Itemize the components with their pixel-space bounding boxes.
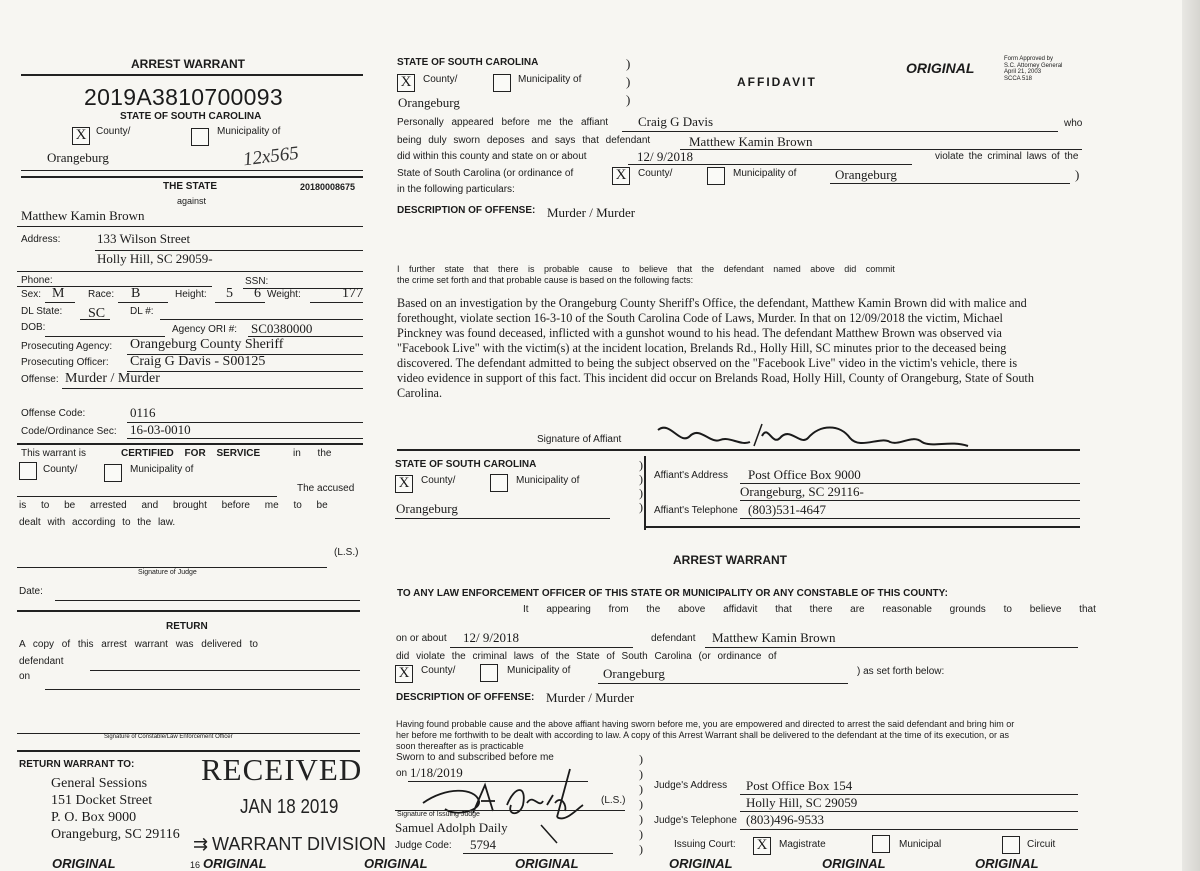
agency-ori-value: SC0380000 — [251, 321, 313, 336]
return-text: A copy of this arrest warrant was delivered to — [19, 639, 258, 650]
affidavit-sub-municipality-checkbox[interactable] — [490, 474, 508, 492]
the-state-label: THE STATE — [163, 181, 218, 192]
personally-text: Personally appeared before me the affiant — [397, 117, 609, 128]
affidavit-description: Murder / Murder — [547, 205, 636, 220]
constable-signature-label: Signature of Constable/Law Enforcement Officer — [104, 734, 233, 740]
affiant-phone-label: Affiant's Telephone — [654, 505, 738, 516]
judges-phone: (803)496-9533 — [746, 812, 824, 827]
weight-value: 177 — [342, 286, 363, 301]
warrant-municipality-checkbox[interactable] — [480, 664, 498, 682]
facts-line: forethought, violate section 16-3-10 of the South Carolina Code of Laws, Murder. In that on 12/09/2018 the victim, Michael — [397, 311, 1003, 325]
affidavit-county-checkbox[interactable]: X — [397, 74, 415, 92]
form-note — [1004, 56, 1062, 82]
left-defendant-name: Matthew Kamin Brown — [21, 208, 145, 223]
particulars-text: in the following particulars: — [397, 184, 515, 195]
affidavit-municipality-checkbox[interactable] — [493, 74, 511, 92]
weight-label: Weight: — [267, 289, 301, 300]
appearing-text: It appearing from the above affidavit that there are reasonable grounds to believe that — [523, 604, 1096, 615]
affidavit-sub-municipality-label: Municipality of — [516, 475, 580, 486]
on-or-about-label: on or about — [396, 633, 447, 644]
affidavit-county-name: Orangeburg — [398, 95, 460, 110]
magistrate-label: Magistrate — [779, 839, 826, 850]
form-note-line: Form Approved by — [1004, 56, 1054, 62]
affidavit-title: AFFIDAVIT — [737, 75, 817, 89]
return-to-label: RETURN WARRANT TO: — [19, 759, 135, 770]
warrant-county-name: Orangeburg — [603, 666, 665, 681]
having-found-2: her before me forthwith to be dealt with according to law. A copy of this Arrest Warrant shall be delivered to the defendant at the time of its execution, or as — [396, 730, 1010, 740]
prosecuting-agency-value: Orangeburg County Sheriff — [130, 337, 284, 352]
return-defendant-label: defendant — [19, 656, 64, 667]
certified-municipality-checkbox[interactable] — [104, 464, 122, 482]
state-number: 20180008675 — [300, 182, 356, 192]
phone-label: Phone: — [21, 275, 53, 286]
dl-state-value: SC — [88, 306, 106, 321]
judges-address-2: Holly Hill, SC 29059 — [746, 795, 858, 810]
address-label: Address: — [21, 234, 61, 245]
certified-municipality-label: Municipality of — [130, 464, 194, 475]
warrant-county-label: County/ — [421, 665, 456, 676]
warrant-number: 2019A3810700093 — [84, 84, 283, 110]
judge-code-label: Judge Code: — [395, 840, 452, 851]
address-line1: 133 Wilson Street — [97, 231, 191, 246]
prosecuting-agency-label: Prosecuting Agency: — [21, 341, 113, 352]
affidavit-original: ORIGINAL — [906, 60, 975, 76]
facts-line: Carolina. — [397, 386, 443, 400]
sworn-on-label: on — [396, 768, 408, 779]
affiant-phone: (803)531-4647 — [748, 502, 826, 517]
form-note-line: S.C. Attorney General — [1004, 62, 1063, 69]
agency-ori-label: Agency ORI #: — [172, 324, 238, 335]
probable-text-2: the crime set forth and that probable cause is based on the following facts: — [397, 275, 694, 285]
return-to-line2: 151 Docket Street — [51, 793, 153, 808]
sex-value: M — [52, 286, 65, 301]
violate-text: violate the criminal laws of the — [935, 151, 1079, 162]
return-on-label: on — [19, 671, 31, 682]
prosecuting-officer-label: Prosecuting Officer: — [21, 357, 109, 368]
affidavit-county-label: County/ — [423, 74, 458, 85]
form-note-line: April 21, 2003 — [1004, 69, 1042, 75]
issuing-court-label: Issuing Court: — [674, 839, 736, 850]
height-ft-value: 5 — [226, 286, 233, 301]
footer-original-7: ORIGINAL — [975, 856, 1039, 871]
circuit-label: Circuit — [1027, 839, 1056, 850]
dob-label: DOB: — [21, 322, 46, 333]
affidavit-sub-state-header: STATE OF SOUTH CAROLINA — [395, 459, 537, 470]
warrant-division: WARRANT DIVISION — [212, 834, 387, 854]
address-line2: Holly Hill, SC 29059- — [97, 251, 213, 266]
code-section-value: 16-03-0010 — [130, 422, 191, 437]
return-title: RETURN — [166, 621, 208, 632]
state-of-text: State of South Carolina (or ordinance of — [397, 168, 574, 179]
affiant-address-2: Orangeburg, SC 29116- — [740, 484, 864, 499]
footer-prefix: 16 — [190, 860, 201, 870]
form-note-line: SCCA 518 — [1004, 75, 1033, 82]
certified-county-checkbox[interactable] — [19, 462, 37, 480]
affiant-name: Craig G Davis — [638, 114, 714, 129]
signature-of-affiant-label: Signature of Affiant — [537, 434, 622, 445]
certified-text-3: in the — [293, 448, 332, 459]
facts-paragraph — [397, 296, 1034, 401]
affidavit-municipality-label: Municipality of — [518, 74, 582, 85]
judges-phone-label: Judge's Telephone — [654, 815, 737, 826]
judge-code: 5794 — [470, 837, 496, 852]
warrant-county-checkbox[interactable]: X — [395, 665, 413, 683]
dl-num-label: DL #: — [130, 306, 154, 317]
affidavit-sub-county-label: County/ — [421, 475, 456, 486]
certified-county-label: County/ — [43, 464, 78, 475]
footer-original-4: ORIGINAL — [515, 856, 579, 871]
magistrate-checkbox[interactable]: X — [753, 837, 771, 855]
left-municipality-checkbox[interactable] — [191, 128, 209, 146]
affidavit-municipality-label-2: Municipality of — [733, 168, 797, 179]
warrant-date: 12/ 9/2018 — [463, 630, 519, 645]
judge-name: Samuel Adolph Daily — [395, 820, 508, 835]
left-county-name: Orangeburg — [47, 150, 109, 165]
height-label: Height: — [175, 289, 207, 300]
footer-original-2: ORIGINAL — [203, 856, 267, 871]
paren: ) — [626, 92, 631, 107]
race-label: Race: — [88, 289, 115, 300]
received-date: JAN 18 2019 — [240, 796, 339, 818]
left-state-header: STATE OF SOUTH CAROLINA — [120, 111, 262, 122]
prosecuting-officer-value: Craig G Davis - S00125 — [130, 354, 266, 369]
brackets: ) ) ) ) — [639, 458, 643, 514]
who-text: who — [1064, 118, 1083, 129]
facts-line: "Facebook Live" with the victim(s) at the incident location, Brelands Rd., Holly Hill, SC minutes prior to the deceased being — [397, 341, 1007, 355]
affidavit-sub-county-name: Orangeburg — [396, 501, 458, 516]
page-edge — [1182, 0, 1200, 871]
affidavit-county-label-2: County/ — [638, 168, 673, 179]
warrant-brackets: ) ) ) ) ) ) ) — [639, 752, 643, 856]
signature-of-judge: Signature of Judge — [138, 569, 197, 576]
received-stamp: RECEIVED — [201, 752, 363, 787]
deposes-text: being duly sworn deposes and says that defendant — [397, 135, 651, 146]
ssn-label: SSN: — [245, 276, 269, 287]
affidavit-state-header: STATE OF SOUTH CAROLINA — [397, 57, 539, 68]
the-accused: The accused — [297, 483, 355, 494]
left-title: ARREST WARRANT — [131, 57, 245, 71]
sworn-text: Sworn to and subscribed before me — [396, 752, 554, 763]
footer-original-6: ORIGINAL — [822, 856, 886, 871]
code-section-label: Code/Ordinance Sec: — [21, 426, 117, 437]
date-label: Date: — [19, 586, 43, 597]
to-any-text: TO ANY LAW ENFORCEMENT OFFICER OF THIS STATE OR MUNICIPALITY OR ANY CONSTABLE OF THIS COUNTY: — [397, 588, 948, 599]
arrow-icon: ⇉ — [193, 834, 209, 854]
paren: ) — [1075, 167, 1080, 182]
offense-code-value: 0116 — [130, 405, 156, 420]
certified-text-2: CERTIFIED FOR SERVICE — [121, 448, 261, 459]
left-county-checkbox[interactable]: X — [72, 127, 90, 145]
affidavit-municipality-checkbox-2[interactable] — [707, 167, 725, 185]
certified-text-1: This warrant is — [21, 448, 87, 459]
dl-state-label: DL State: — [21, 306, 63, 317]
did-violate-text: did violate the criminal laws of the State of South Carolina (or ordinance of — [396, 651, 777, 662]
affidavit-county-name-2: Orangeburg — [835, 167, 897, 182]
warrant-description-label: DESCRIPTION OF OFFENSE: — [396, 692, 535, 703]
paren: ) — [626, 56, 631, 71]
facts-line: Pinckney was found deceased, inflicted with a gunshot wound to his head. The defendant Matthew Brown was observed via — [397, 326, 1002, 340]
having-found-3: soon thereafter as is practicable — [396, 741, 524, 751]
footer-original-3: ORIGINAL — [364, 856, 428, 871]
having-found-1: Having found probable cause and the above affiant having sworn before me, you are empowered and directed to arrest the said defendant and bring him or — [396, 719, 1015, 729]
dealt-text: dealt with according to the law. — [19, 517, 176, 528]
sex-label: Sex: — [21, 289, 42, 300]
height-in-value: 6 — [254, 286, 261, 301]
offense-code-label: Offense Code: — [21, 408, 86, 419]
return-to-line3: P. O. Box 9000 — [51, 810, 137, 825]
against-label: against — [177, 196, 207, 206]
warrant-municipality-label: Municipality of — [507, 665, 571, 676]
affiant-signature — [650, 416, 980, 456]
judges-address-1: Post Office Box 154 — [746, 778, 853, 793]
affiant-address-label: Affiant's Address — [654, 470, 728, 481]
arrested-text: is to be arrested and brought before me to be — [19, 500, 328, 511]
facts-line: video evidence in support of this fact. This incident did occur on Brelands Road, Holly Hill, County of Orangeburg, State of South — [397, 371, 1034, 385]
affidavit-county-checkbox-2[interactable]: X — [612, 167, 630, 185]
probable-text-1: I further state that there is probable cause to believe that the defendant named above did commit — [397, 264, 895, 274]
handwritten-number: 12x565 — [241, 142, 300, 171]
affidavit-date: 12/ 9/2018 — [637, 149, 693, 164]
left-municipality-label: Municipality of — [217, 126, 281, 137]
paren: ) — [626, 74, 631, 89]
affidavit-description-label: DESCRIPTION OF OFFENSE: — [397, 205, 536, 216]
municipal-label: Municipal — [899, 839, 942, 850]
municipal-checkbox[interactable] — [872, 835, 890, 853]
offense-label: Offense: — [21, 374, 59, 385]
facts-line: discovered. The defendant admitted to being the subject observed on the "Facebook Live" video in the victim's vehicle, there is — [397, 356, 1018, 370]
footer-original-5: ORIGINAL — [669, 856, 733, 871]
sworn-date: 1/18/2019 — [410, 765, 463, 780]
affiant-address-1: Post Office Box 9000 — [748, 467, 861, 482]
warrant-defendant-label: defendant — [651, 633, 696, 644]
left-ls: (L.S.) — [334, 547, 359, 558]
warrant-description: Murder / Murder — [546, 690, 635, 705]
left-county-label: County/ — [96, 126, 131, 137]
issuing-judge-signature-label: Signature of Issuing Judge — [397, 811, 480, 818]
warrant-defendant-name: Matthew Kamin Brown — [712, 630, 836, 645]
warrant-ls: (L.S.) — [601, 795, 626, 806]
did-within-text: did within this county and state on or about — [397, 151, 587, 162]
footer-original-1: ORIGINAL — [52, 856, 116, 871]
warrant-title: ARREST WARRANT — [673, 553, 787, 567]
race-value: B — [131, 286, 141, 301]
judges-address-label: Judge's Address — [654, 780, 728, 791]
offense-value: Murder / Murder — [65, 371, 160, 386]
affidavit-sub-county-checkbox[interactable]: X — [395, 475, 413, 493]
set-forth-text: ) as set forth below: — [857, 666, 945, 677]
return-to-line1: General Sessions — [51, 776, 148, 791]
affidavit-defendant-name: Matthew Kamin Brown — [689, 134, 813, 149]
return-to-line4: Orangeburg, SC 29116 — [51, 827, 180, 842]
circuit-checkbox[interactable] — [1002, 836, 1020, 854]
facts-line: Based on an investigation by the Orangeburg County Sheriff's Office, the defendant, Matthew Kamin Brown did with malice and — [397, 296, 1027, 310]
